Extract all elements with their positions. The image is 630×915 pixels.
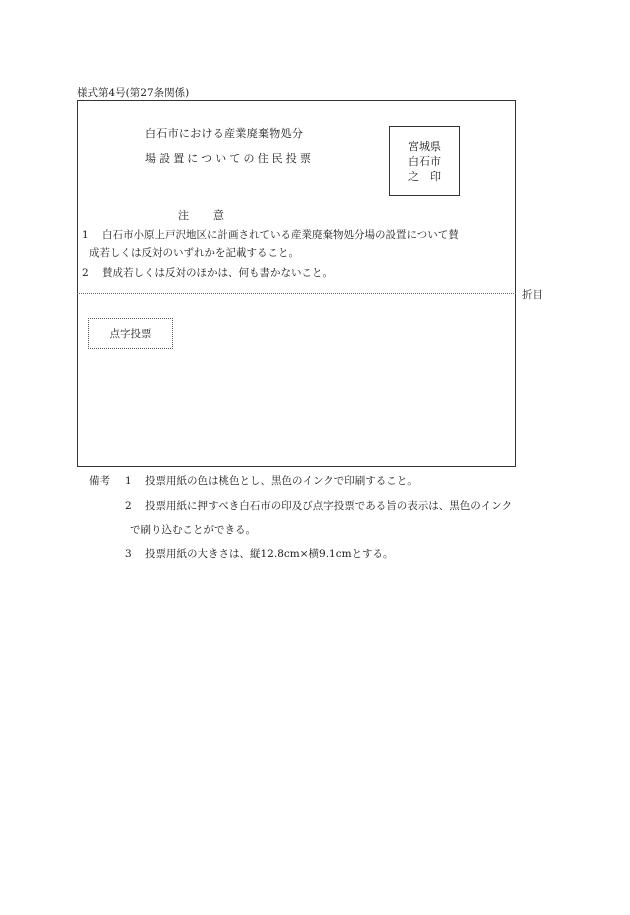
seal-line-3: 之 印 <box>408 169 441 183</box>
ballot-title-line-2: 場設置についての住民投票 <box>145 152 314 165</box>
remark-item-1 <box>125 473 418 488</box>
notice-item-number: 2 <box>82 267 89 279</box>
braille-ballot-stamp <box>88 318 173 349</box>
ballot-title-line-1: 白石市における産業廃棄物処分 <box>145 127 304 140</box>
seal-line-2: 白石市 <box>408 154 441 168</box>
notice-heading <box>178 207 224 223</box>
fold-line <box>77 293 516 294</box>
remark-item-2-continued <box>130 522 256 537</box>
remark-text: 投票用紙に押すべき白石市の印及び点字投票である旨の表示は、黒色のインク <box>145 500 513 512</box>
remarks-heading: 備考 <box>89 475 110 487</box>
remark-item-3 <box>125 546 394 561</box>
notice-item-1 <box>82 227 459 242</box>
fold-label: 折目 <box>522 289 543 301</box>
seal-line-1: 宮城県 <box>408 139 441 153</box>
notice-heading-left: 注 <box>178 209 189 222</box>
notice-item-text: 成若しくは反対のいずれかを記載すること。 <box>89 247 299 259</box>
form-number-label: 様式第4号(第27条関係) <box>77 87 190 99</box>
remark-item-2 <box>125 498 512 513</box>
notice-heading-right: 意 <box>213 209 224 222</box>
notice-item-1-continued <box>89 245 299 260</box>
city-seal-box <box>389 126 460 196</box>
remark-number: 1 <box>125 475 132 487</box>
remark-text: で刷り込むことができる。 <box>130 524 256 536</box>
notice-item-text: 白石市小原上戸沢地区に計画されている産業廃棄物処分場の設置について賛 <box>102 229 459 241</box>
notice-item-number: 1 <box>82 229 89 241</box>
notice-item-2 <box>82 265 333 280</box>
braille-ballot-label: 点字投票 <box>109 328 152 340</box>
notice-item-text: 賛成若しくは反対のほかは、何も書かないこと。 <box>102 267 333 279</box>
remark-number: 2 <box>125 500 132 512</box>
remark-text: 投票用紙の色は桃色とし、黒色のインクで印刷すること。 <box>145 475 418 487</box>
remark-text: 投票用紙の大きさは、縦12.8cm×横9.1cmとする。 <box>145 548 394 560</box>
remark-number: 3 <box>125 548 132 560</box>
